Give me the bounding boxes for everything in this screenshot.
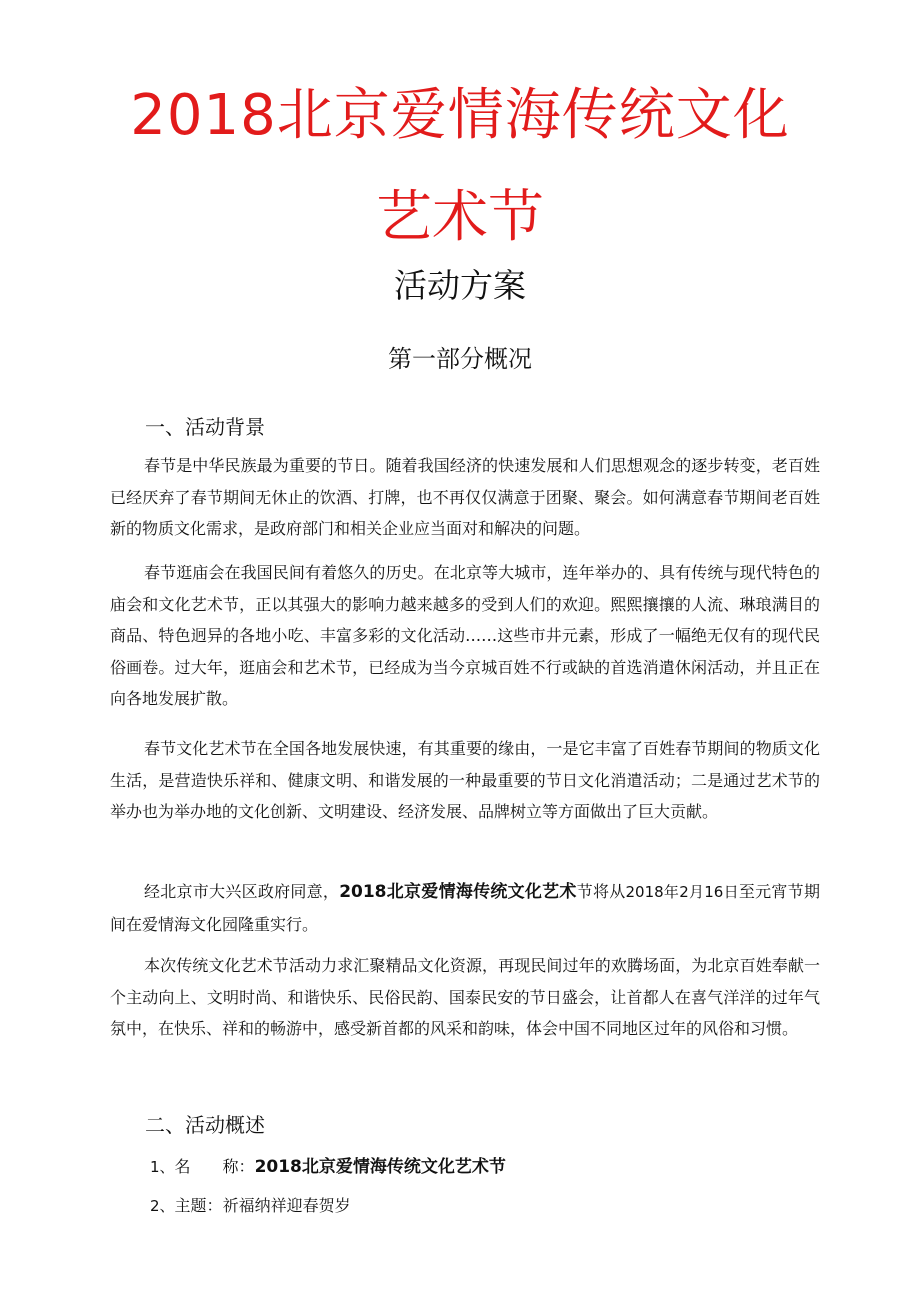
paragraph-festival-growth: 春节文化艺术节在全国各地发展快速，有其重要的缘由，一是它丰富了百姓春节期间的物质文化生活，是营造快乐祥和、健康文明、和谐发展的一种最重要的节日文化消遣活动；二是通过艺术节的举办也为举办地的文化创新、文明建设、经济发展、品牌树立等方面做出了巨大贡献。	[110, 739, 820, 821]
paragraph-approval	[110, 876, 820, 940]
document-title-line1: 2018北京爱情海传统文化	[130, 83, 790, 148]
list-number: 1、	[150, 1158, 175, 1176]
list-item-theme	[150, 1191, 351, 1221]
approval-prefix: 经北京市大兴区政府同意，	[144, 882, 340, 901]
document-subtitle: 活动方案	[394, 266, 526, 305]
part-heading: 第一部分概况	[388, 345, 532, 373]
section-heading-background: 一、活动背景	[145, 415, 265, 439]
festival-name-bold: 2018北京爱情海传统文化艺术	[339, 882, 577, 902]
paragraph-spring-festival: 春节是中华民族最为重要的节日。随着我国经济的快速发展和人们思想观念的逐步转变，老百姓已经厌弃了春节期间无休止的饮酒、打牌，也不再仅仅满意于团聚、聚会。如何满意春节期间老百姓新的物质文化需求，是政府部门和相关企业应当面对和解决的问题。	[110, 456, 820, 538]
list-value-bold: 2018北京爱情海传统文化艺术节	[254, 1157, 506, 1177]
list-value: 祈福纳祥迎春贺岁	[222, 1196, 351, 1215]
list-number: 2、	[150, 1197, 175, 1215]
document-title-line2: 艺术节	[376, 185, 544, 250]
approval-suffix: 至元宵节期间在爱情海文化园隆重实行。	[110, 882, 820, 934]
start-date: 2018年2月16日	[625, 883, 739, 901]
paragraph-temple-fair: 春节逛庙会在我国民间有着悠久的历史。在北京等大城市，连年举办的、具有传统与现代特色的庙会和文化艺术节，正以其强大的影响力越来越多的受到人们的欢迎。熙熙攘攘的人流、琳琅满目的商品、特色迥异的各地小吃、丰富多彩的文化活动……这些市井元素，形成了一幅绝无仅有的现代民俗画卷。过大年，逛庙会和艺术节，已经成为当今京城百姓不行或缺的首选消遣休闲活动，并且正在向各地发展扩散。	[110, 563, 820, 708]
list-label: 名 称：	[174, 1157, 255, 1176]
paragraph-goals: 本次传统文化艺术节活动力求汇聚精品文化资源，再现民间过年的欢腾场面，为北京百姓奉献一个主动向上、文明时尚、和谐快乐、民俗民韵、国泰民安的节日盛会，让首都人在喜气洋洋的过年气氛中，在快乐、祥和的畅游中，感受新首都的风采和韵味，体会中国不同地区过年的风俗和习惯。	[110, 956, 820, 1038]
list-label: 主题：	[174, 1196, 223, 1215]
section-heading-overview: 二、活动概述	[145, 1113, 265, 1137]
list-item-name	[150, 1152, 506, 1182]
approval-mid: 节将从	[576, 882, 626, 901]
